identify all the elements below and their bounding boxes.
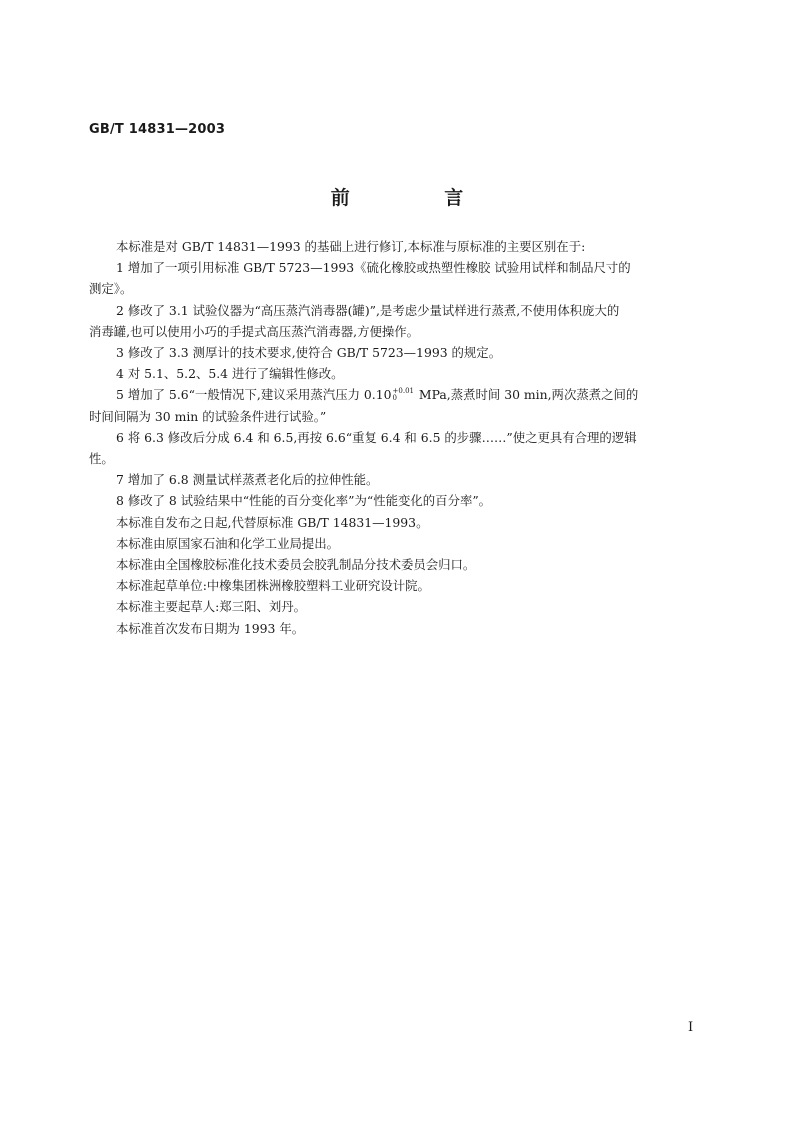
- item-line: 4 对 5.1、5.2、5.4 进行了编辑性修改。: [116, 366, 344, 382]
- closing-paragraph: [89, 596, 703, 617]
- item-line: 1 增加了一项引用标准 GB/T 5723—1993《硫化橡胶或热塑性橡胶 试验用试样和制品尺寸的: [116, 260, 631, 276]
- closing-text: 本标准主要起草人:郑三阳、刘丹。: [116, 599, 307, 615]
- item-line: [89, 384, 703, 405]
- closing-text: 本标准由原国家石油和化学工业局提出。: [116, 535, 340, 551]
- page-title: 前 言: [330, 187, 508, 209]
- item-line: 2 修改了 3.1 试验仪器为“高压蒸汽消毒器(罐)”,是考虑少量试样进行蒸煮,不使用体积庞大的: [116, 302, 620, 318]
- item-line: 8 修改了 8 试验结果中“性能的百分变化率”为“性能变化的百分率”。: [116, 493, 492, 509]
- closing-text: 本标准首次发布日期为 1993 年。: [116, 620, 305, 636]
- item-line-part: MPa,蒸煮时间 30 min,两次蒸煮之间的: [414, 387, 639, 403]
- list-item: [89, 490, 703, 511]
- list-item: [89, 427, 703, 469]
- item-line: 6 将 6.3 修改后分成 6.4 和 6.5,再按 6.6“重复 6.4 和 6.5 的步骤……”使之更具有合理的逻辑: [116, 429, 637, 445]
- item-line-part: 5 增加了 5.6“一般情况下,建议采用蒸汽压力 0.10: [116, 387, 392, 403]
- intro-paragraph: [89, 236, 703, 257]
- list-item: [89, 342, 703, 363]
- list-item: [89, 257, 703, 299]
- intro-text: 本标准是对 GB/T 14831—1993 的基础上进行修订,本标准与原标准的主要区别在于:: [116, 239, 586, 254]
- pressure-tolerance: [393, 388, 414, 402]
- list-item: [89, 384, 703, 426]
- closing-text: 本标准自发布之日起,代替原标准 GB/T 14831—1993。: [116, 514, 429, 530]
- page-number: I: [688, 1020, 694, 1035]
- item-line-continued: 时间间隔为 30 min 的试验条件进行试验。”: [89, 408, 327, 424]
- item-line: 7 增加了 6.8 测量试样蒸煮老化后的拉伸性能。: [116, 472, 379, 488]
- item-line-continued: 性。: [89, 451, 114, 467]
- item-line-continued: 消毒罐,也可以使用小巧的手提式高压蒸汽消毒器,方便操作。: [89, 323, 420, 339]
- foreword-body: [89, 236, 703, 639]
- closing-paragraph: [89, 533, 703, 554]
- tolerance-upper: +0.01: [392, 387, 414, 396]
- closing-text: 本标准由全国橡胶标准化技术委员会胶乳制品分技术委员会归口。: [116, 557, 476, 573]
- closing-paragraph: [89, 575, 703, 596]
- item-line: 3 修改了 3.3 测厚计的技术要求,使符合 GB/T 5723—1993 的规定。: [116, 345, 502, 361]
- closing-text: 本标准起草单位:中橡集团株洲橡胶塑料工业研究设计院。: [116, 578, 430, 594]
- list-item: [89, 469, 703, 490]
- closing-paragraph: [89, 618, 703, 639]
- item-line-continued: 测定》。: [89, 281, 133, 297]
- standard-code: GB/T 14831—2003: [89, 122, 226, 137]
- list-item: [89, 363, 703, 384]
- list-item: [89, 300, 703, 342]
- closing-paragraph: [89, 554, 703, 575]
- closing-paragraph: [89, 512, 703, 533]
- tolerance-lower: 0: [392, 394, 397, 403]
